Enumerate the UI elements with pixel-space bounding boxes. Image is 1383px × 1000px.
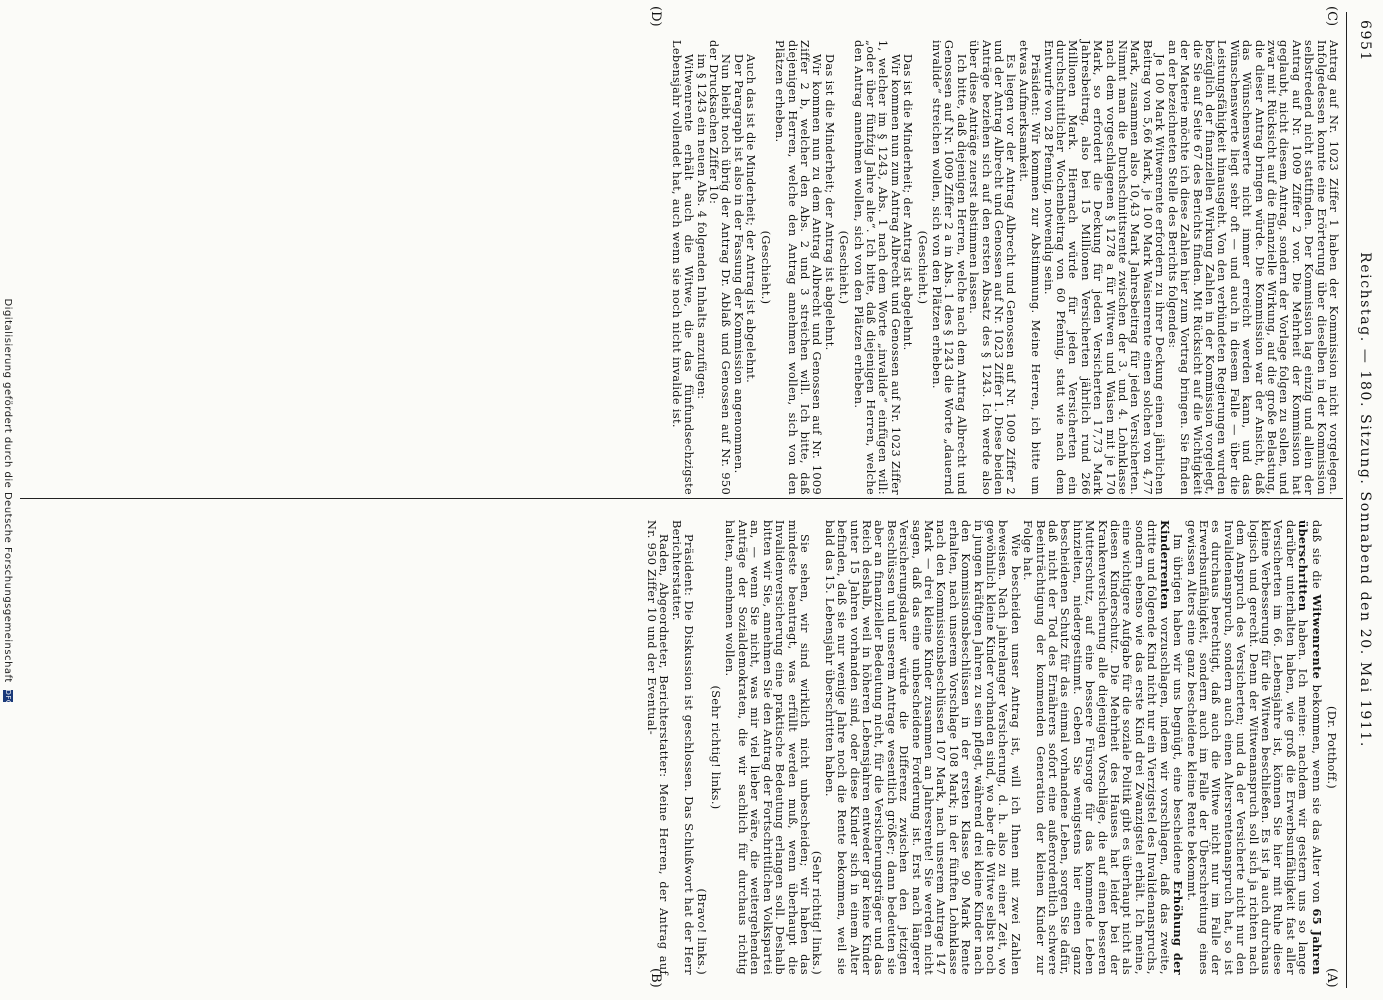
paragraph bbox=[1021, 520, 1184, 975]
paragraph: Präsident: Wir kommen zur Abstimmung. Meine Herren, ich bitte um etwas Aufmerksamkeit. bbox=[1016, 40, 1043, 495]
margin-letter-a: (A) bbox=[1324, 968, 1339, 988]
paragraph: Witwenrente erhält auch die Witwe, die das fünfundsechzigste Lebensjahr vollendet hat, auch wenn sie noch nicht invalide ist. bbox=[669, 40, 696, 495]
margin-letter-d: (D) bbox=[648, 6, 663, 27]
interjection: (Sehr richtig! links.) bbox=[810, 850, 824, 975]
paragraph: Präsident: Die Diskussion ist geschlossen. Das Schlußwort hat der Herr Berichterstatter. bbox=[669, 520, 696, 975]
running-header bbox=[1349, 20, 1373, 980]
paragraph: Raden, Abgeordneter, Berichterstatter: Meine Herren, der Antrag auf Nr. 950 Ziffer 10 und der Eventual- bbox=[645, 520, 671, 975]
column-divider bbox=[20, 498, 1343, 499]
header-rule bbox=[1346, 12, 1347, 988]
emphasis: Erhöhung der Kinderrenten bbox=[1157, 520, 1186, 975]
paragraph: Wir kommen nun zum Antrag Albrecht und Genossen auf Nr. 1023 Ziffer 1, welcher im § 1243, Abs. 1 nach dem Worte „invalide“ einfügen will: „oder über fünfzig Jahre alte“. Ich bitte, daß diejenigen Herren, welche den Antrag annehmen wollen, sich von den Plätzen erheben. bbox=[851, 40, 902, 495]
paragraph: im § 1243 ein neuen Abs. 4 folgenden Inhalts anzufügen: bbox=[694, 54, 708, 400]
text-run: bekommen, wenn sie das Alter von bbox=[1309, 684, 1323, 904]
paragraph: Auch das ist die Minderheit; der Antrag ist abgelehnt. bbox=[744, 54, 758, 384]
paragraph: Es liegen vor der Antrag Albrecht und Genossen auf Nr. 1009 Ziffer 2 und der Antrag Albrecht und Genossen auf Nr. 1023 Ziffer 1. Diese beiden Anträge beziehen sich auf den ersten Absatz des § 1243. Ich werde also über diese Anträge zuerst abstimmen lassen. bbox=[967, 40, 1018, 495]
margin-letter-c: (C) bbox=[1324, 6, 1339, 27]
interjection: (Geschieht.) bbox=[837, 230, 851, 305]
paragraph: Der Paragraph ist also in der Fassung der Kommission angenommen. bbox=[731, 54, 745, 474]
interjection: (Geschieht.) bbox=[915, 230, 929, 305]
left-column bbox=[669, 40, 1339, 495]
margin-letter-b: (B) bbox=[648, 968, 663, 988]
text-run: Im übrigen haben wir uns begnügt, eine bescheidene bbox=[1171, 534, 1185, 875]
paragraph: Wie bescheiden unser Antrag ist, will ich Ihnen mit zwei Zahlen beweisen. Nach jahrelanger Versicherung, d. h. also zu einer Zeit, wo gewöhnlich kleine Kinder vorhanden sind, wo aber die Witwe selbst noch in jungen kräftigen Jahren zu sein pflegt, während drei kleine Kinder nach den Kommissionsbeschlüssen in der ersten Klasse 90 Mark Rente erhalten, nach unserem Vorschlage 108 Mark; in der fünften Lohnklasse nach den Kommissionsbeschlüssen 107 Mark, nach unserem Antrage 147 Mark — drei kleine Kinder zusammen an Jahresrente! Sie werden nicht sagen, daß das eine unbescheidene Forderung ist. Erst nach längerer Versicherungsdauer würde die Differenz zwischen den jetzigen Beschlüssen und unserem Antrage wesentlich größer; dann bedeuten sie aber an finanzieller Bedeutung nicht, für die Versicherungsträger und das Reich deshalb, weil in höheren Lebensjahren entweder gar keine Kinder unter 15 Jahren vorhanden sind, oder diese Kinder sich in einem Alter befinden, daß sie nur wenige Jahre noch die Rente bekommen, weil sie bald das 15. Lebensjahr überschritten haben. bbox=[822, 520, 1022, 975]
text-run: vorzuschlagen, indem wir vorschlagen, daß das zweite, dritte und folgende Kind nicht nur ein Vierzigstel des Invalidenanspruchs, sondern ebenso wie das erste Kind drei Zwanzigstel erhält. Ich meine, eine wichtigere Aufgabe für die soziale Politik gibt es überhaupt nicht als diesen Kinderschutz. Die Mehrheit des Hauses hat leider bei der Krankenversicherung alle diejenigen Vorschläge, die auf einen besseren Mutterschutz, auf eine bessere Fürsorge für das kommende Leben hinzielten, niedergestimmt. Geben Sie wenigstens hier einen ganz bescheidenen Schutz für das einmal vorhandene Leben, sorgen Sie dafür, daß nicht der Tod des Ernährers sofort eine außerordentlich schwere Beeinträchtigung der kommenden Generation der kleinen Kinder zur Folge hat. bbox=[1021, 520, 1171, 975]
page-number: 6951 bbox=[1357, 20, 1373, 63]
emphasis: Witwenrente bbox=[1309, 594, 1324, 680]
header-title: Reichstag. — 180. Sitzung. Sonnabend den 20. Mai 1911. bbox=[1357, 252, 1373, 748]
emphasis: 65 Jahren überschritten bbox=[1296, 520, 1324, 975]
speaker-tag: (Dr. Potthoff.) bbox=[1325, 705, 1338, 790]
footer-text: Digitalisierung gefördert durch die Deutsche Forschungsgemeinschaft bbox=[2, 298, 13, 683]
right-column bbox=[645, 520, 1339, 975]
paragraph: Je 100 Mark Witwenrente erfordern zu ihrer Deckung einen jährlichen Beitrag von 5,66 Mark, je 100 Mark Waisenrente einen solchen von 4,77 Mark, zusammen also 10,43 Mark Jahresbeitrag für jeden Versicherten. Nimmt man die Durchschnittsrente zwischen der 3. und 4. Lohnklasse nach dem vorgeschlagenen § 1278 a für Witwen und Waisen mit je 170 Mark, so erfordert die Deckung für jeden Versicherten 17,73 Mark Jahresbeitrag, also bei 15 Millionen Versicherten jährlich rund 266 Millionen Mark. Hiernach würde für jeden Versicherten ein durchschnittlicher Wochenbeitrag von 60 Pfennig, statt wie nach dem Entwurfe von 28 Pfennig, notwendig sein. bbox=[1041, 40, 1167, 495]
paragraph: Sie sehen, wir sind wirklich nicht unbescheiden; wir haben das mindeste beantragt, was erfüllt werden muß, wenn überhaupt die Invalidenversicherung eine praktische Bedeutung erlangen soll. Deshalb bitten wir Sie, annehmen Sie den Antrag der Fortschrittlichen Volkspartei an, — wenn Sie nicht, was mir viel lieber wäre, die weitergehenden Anträge der Sozialdemokraten, die wir sachlich für durchaus richtig halten, annehmen wollen. bbox=[723, 520, 811, 975]
paragraph: Wir kommen nun zu dem Antrag Albrecht und Genossen auf Nr. 1009 Ziffer 2 b, welcher den Abs. 2 und 3 streichen will. Ich bitte, daß diejenigen Herren, welche den Antrag annehmen wollen, sich von den Plätzen erheben. bbox=[773, 40, 824, 495]
paragraph: Das ist die Minderheit; der Antrag ist abgelehnt. bbox=[901, 54, 915, 351]
dfg-logo: DFG bbox=[4, 689, 12, 706]
paragraph bbox=[1184, 520, 1322, 975]
text-run: daß sie die bbox=[1309, 520, 1323, 590]
text-run: haben. Ich meine: nachdem wir gestern uns so lange darüber unterhalten haben, wie groß die Erwerbsunfähigkeit fast aller Versicherten im 66. Lebensjahre ist, können Sie hier mit Ruhe diese kleine Verbesserung für die Witwen beschließen. Es ist ja auch durchaus logisch und gerecht. Denn der Witwenanspruch soll sich ja richten nach dem Anspruch des Versicherten; und da der Versicherte nicht nur den Invalidenanspruch, sondern auch einen Altersrentenanspruch hat, so ist es durchaus berechtigt, daß auch die Witwe nicht nur im Falle der Erwerbsunfähigkeit, sondern auch im Falle der Überschreitung eines gewissen Alters eine ganz bescheidene kleine Rente bekommt. bbox=[1184, 520, 1310, 975]
interjection: (Geschieht.) bbox=[758, 230, 772, 305]
paragraph: Ich bitte, daß diejenigen Herren, welche nach dem Antrag Albrecht und Genossen auf Nr. 1009 Ziffer 2 a in Abs. 1 des § 1243 die Worte „dauernd invalide“ streichen wollen, sich von den Plätzen erheben. bbox=[930, 40, 968, 495]
paragraph: Das ist die Minderheit; der Antrag ist abgelehnt. bbox=[822, 54, 836, 351]
interjection: (Bravo! links.) bbox=[694, 888, 708, 975]
interjection: (Sehr richtig! links.) bbox=[709, 685, 723, 810]
paragraph: Nun bleibt noch übrig der Antrag Dr. Ablaß und Genossen auf Nr. 950 der Drucksachen Ziffer 10: bbox=[707, 40, 733, 495]
funding-footer bbox=[2, 0, 13, 1000]
paragraph: Antrag auf Nr. 1023 Ziffer 1 haben der Kommission nicht vorgelegen. Infolgedessen konnte eine Erörterung über dieselben in der Kommission selbstredend nicht stattfinden. Der Kommission lag einzig und allein der Antrag auf Nr. 1009 Ziffer 2 vor. Die Mehrheit der Kommission hat geglaubt, nicht diesem Antrag, sondern der Vorlage folgen zu sollen, und zwar mit Rücksicht auf die finanzielle Wirkung, auf die große Belastung, die dieser Antrag bringen würde. Die Kommission war der Ansicht, daß das Wünschenswerte nicht immer erreicht werden kann, und das Wünschenswerte liegt sehr oft — und auch in diesem Falle — über die Leistungsfähigkeit hinausgeht. Von den verbündeten Regierungen wurden bezüglich der finanziellen Wirkung Zahlen in der Kommission vorgelegt, die Sie auf Seite 67 des Berichts finden. Mit Rücksicht auf die Wichtigkeit der Materie möchte ich diese Zahlen hier zum Vortrag bringen. Sie finden an der bezeichneten Stelle des Berichts folgendes: bbox=[1165, 40, 1340, 495]
